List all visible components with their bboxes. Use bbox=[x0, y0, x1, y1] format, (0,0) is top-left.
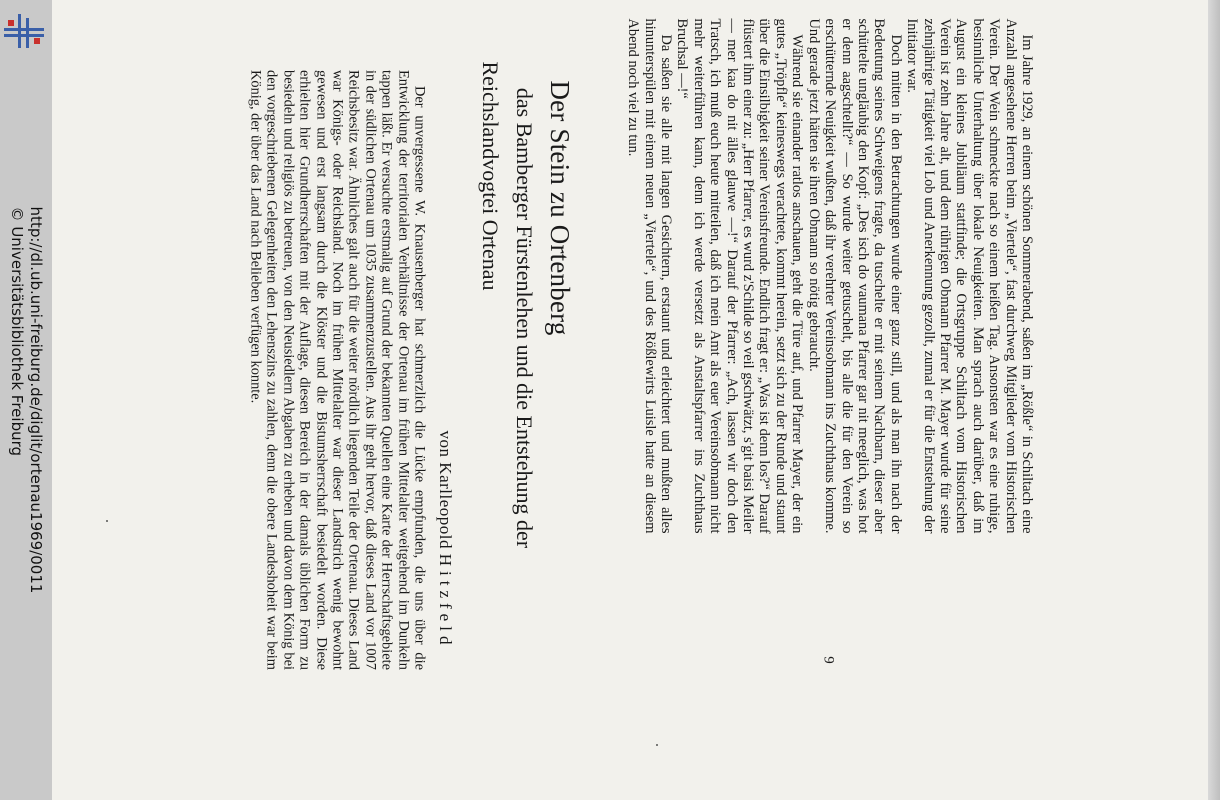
page-number: 9 bbox=[820, 656, 837, 664]
viewer-sidebar bbox=[0, 0, 52, 800]
author-first-name: Karlleopold bbox=[436, 462, 455, 549]
library-logo-icon[interactable] bbox=[2, 8, 46, 52]
scanned-page bbox=[52, 0, 1220, 800]
article-subtitle-line2: Reichslandvogtei Ortenau bbox=[478, 61, 503, 291]
scan-speck bbox=[656, 744, 658, 746]
article-subtitle-line1: das Bamberger Fürstenlehen und die Entstehung der bbox=[512, 87, 537, 549]
source-url[interactable]: http://dl.ub.uni-freiburg.de/diglit/ortenau1969/0011 bbox=[27, 206, 45, 594]
author-last-name: Hitzfeld bbox=[436, 553, 455, 650]
scan-speck bbox=[106, 520, 108, 522]
article-author bbox=[435, 431, 455, 650]
intro-paragraph: Im Jahre 1929, an einem schönen Sommerabend, saßen im „Rößle“ in Schiltach eine Anzahl angesehene Herren beim „Viertele“, fast durchweg Mitglieder vom Historischen Verein. Der Wein schmeckte nach so einem heißen Tag. Ansonsten war es eine ruhige, besinnliche Unterhaltung über lokale Neuigkeiten. Man sprach auch darüber, daß im August ein kleines Jubiläum stattfinde; die Ortsgruppe Schiltach vom Historischen Verein ist zehn Jahre alt, und dem rührigen Obmann Pfarrer M. Mayer wurde für seine zehnjährige Tätigkeit viel Lob und Anerkennung gezollt, zumal er für die Entstehung der Initiator war. bbox=[904, 18, 1035, 534]
body-paragraph: Der unvergessene W. Knausenberger hat schmerzlich die Lücke empfunden, die uns über die Entwicklung der territorialen Verhältnisse der Ortenau im frühen Mittelalter weitgehend im Dunkeln tappen läßt. Er versuchte erstmalig auf Grund der bekannten Quellen eine Karte der Herrschaftsgebiete in der südlichen Ortenau um 1035 zusammenzustellen. Aus ihr geht hervor, daß dieses Land vor 1007 Reichsbesitz war. Ähnliches galt auch für die weiter nördlich liegenden Teile der Ortenau. Dieses Land war Königs- oder Reichsland. Noch im frühen Mittelalter war dieser Landstrich wenig bewohnt gewesen und erst langsam durch die Klöster und die Bistumsherrschaft besiedelt worden. Diese erhielten hier Grundherrschaften mit der Auflage, diesen Bereich in der damals üblichen Form zu besiedeln und religiös zu betreuen, von den Neusiedlern Abgaben zu erheben und davon dem König bei den vorgeschriebenen Gelegenheiten den Lehenszins zu zahlen, denn die obere Landeshoheit war beim König, der über das Land nach Belieben verfügen konnte. bbox=[247, 70, 428, 670]
article-title: Der Stein zu Ortenberg bbox=[545, 80, 575, 336]
source-credit bbox=[7, 207, 45, 594]
intro-text-block bbox=[625, 18, 1035, 534]
author-prefix: von bbox=[436, 430, 455, 458]
page-edge bbox=[1208, 0, 1220, 800]
intro-paragraph: Doch mitten in den Betrachtungen wurde einer ganz still, und als man ihn nach der Bedeutung seines Schweigens fragte, da tuschelte er mit seinem Nachbarn, dieser aber schüttelte ungläubig den Kopf: „Des isch do vaumana Pfarrer gar nit meeglich, was hot er denn aagschtellt?“ — So wurde weiter getuschelt, bis alle die für den Verein so erschütternde Neuigkeit wußten, daß ihr verehrter Vereinsobmann ins Zuchthaus komme. Und gerade jetzt hätten sie ihren Obmann so nötig gebraucht. bbox=[805, 18, 904, 534]
copyright-notice: © Universitätsbibliothek Freiburg bbox=[8, 206, 26, 457]
body-text-block bbox=[213, 70, 428, 670]
intro-paragraph: Da saßen sie alle mit langen Gesichtern, erstaunt und erleichtert und mußten alles hinunterspülen mit einem neuen „Viertele“, und des Rößlewirts Luisle hatte an diesem Abend noch viel zu tun. bbox=[625, 18, 675, 534]
intro-paragraph: Während sie einander ratlos anschauen, geht die Türe auf, und Pfarrer Mayer, der ein gutes „Tröpfle“ keineswegs verachtete, kommt herein, setzt sich zu der Runde und staunt über die Einsilbigkeit seiner Vereinsfreunde. Endlich fragt er: „Was ist denn los?“ Darauf flüstert ihm einer zu: „Herr Pfarrer, es wurd z'Schilde so veil gschwätzt, s'git baisi Meiler — mer kaa do nit älles glauwe —!“ Darauf der Pfarrer: „Ach, lassen wir doch den Tratsch, ich muß euch heute mitteilen, daß ich mein Amt als euer Vereinsobmann nicht mehr weiterführen kann, denn ich werde versetzt als Anstaltspfarrer ins Zuchthaus Bruchsal —!“ bbox=[674, 18, 806, 534]
